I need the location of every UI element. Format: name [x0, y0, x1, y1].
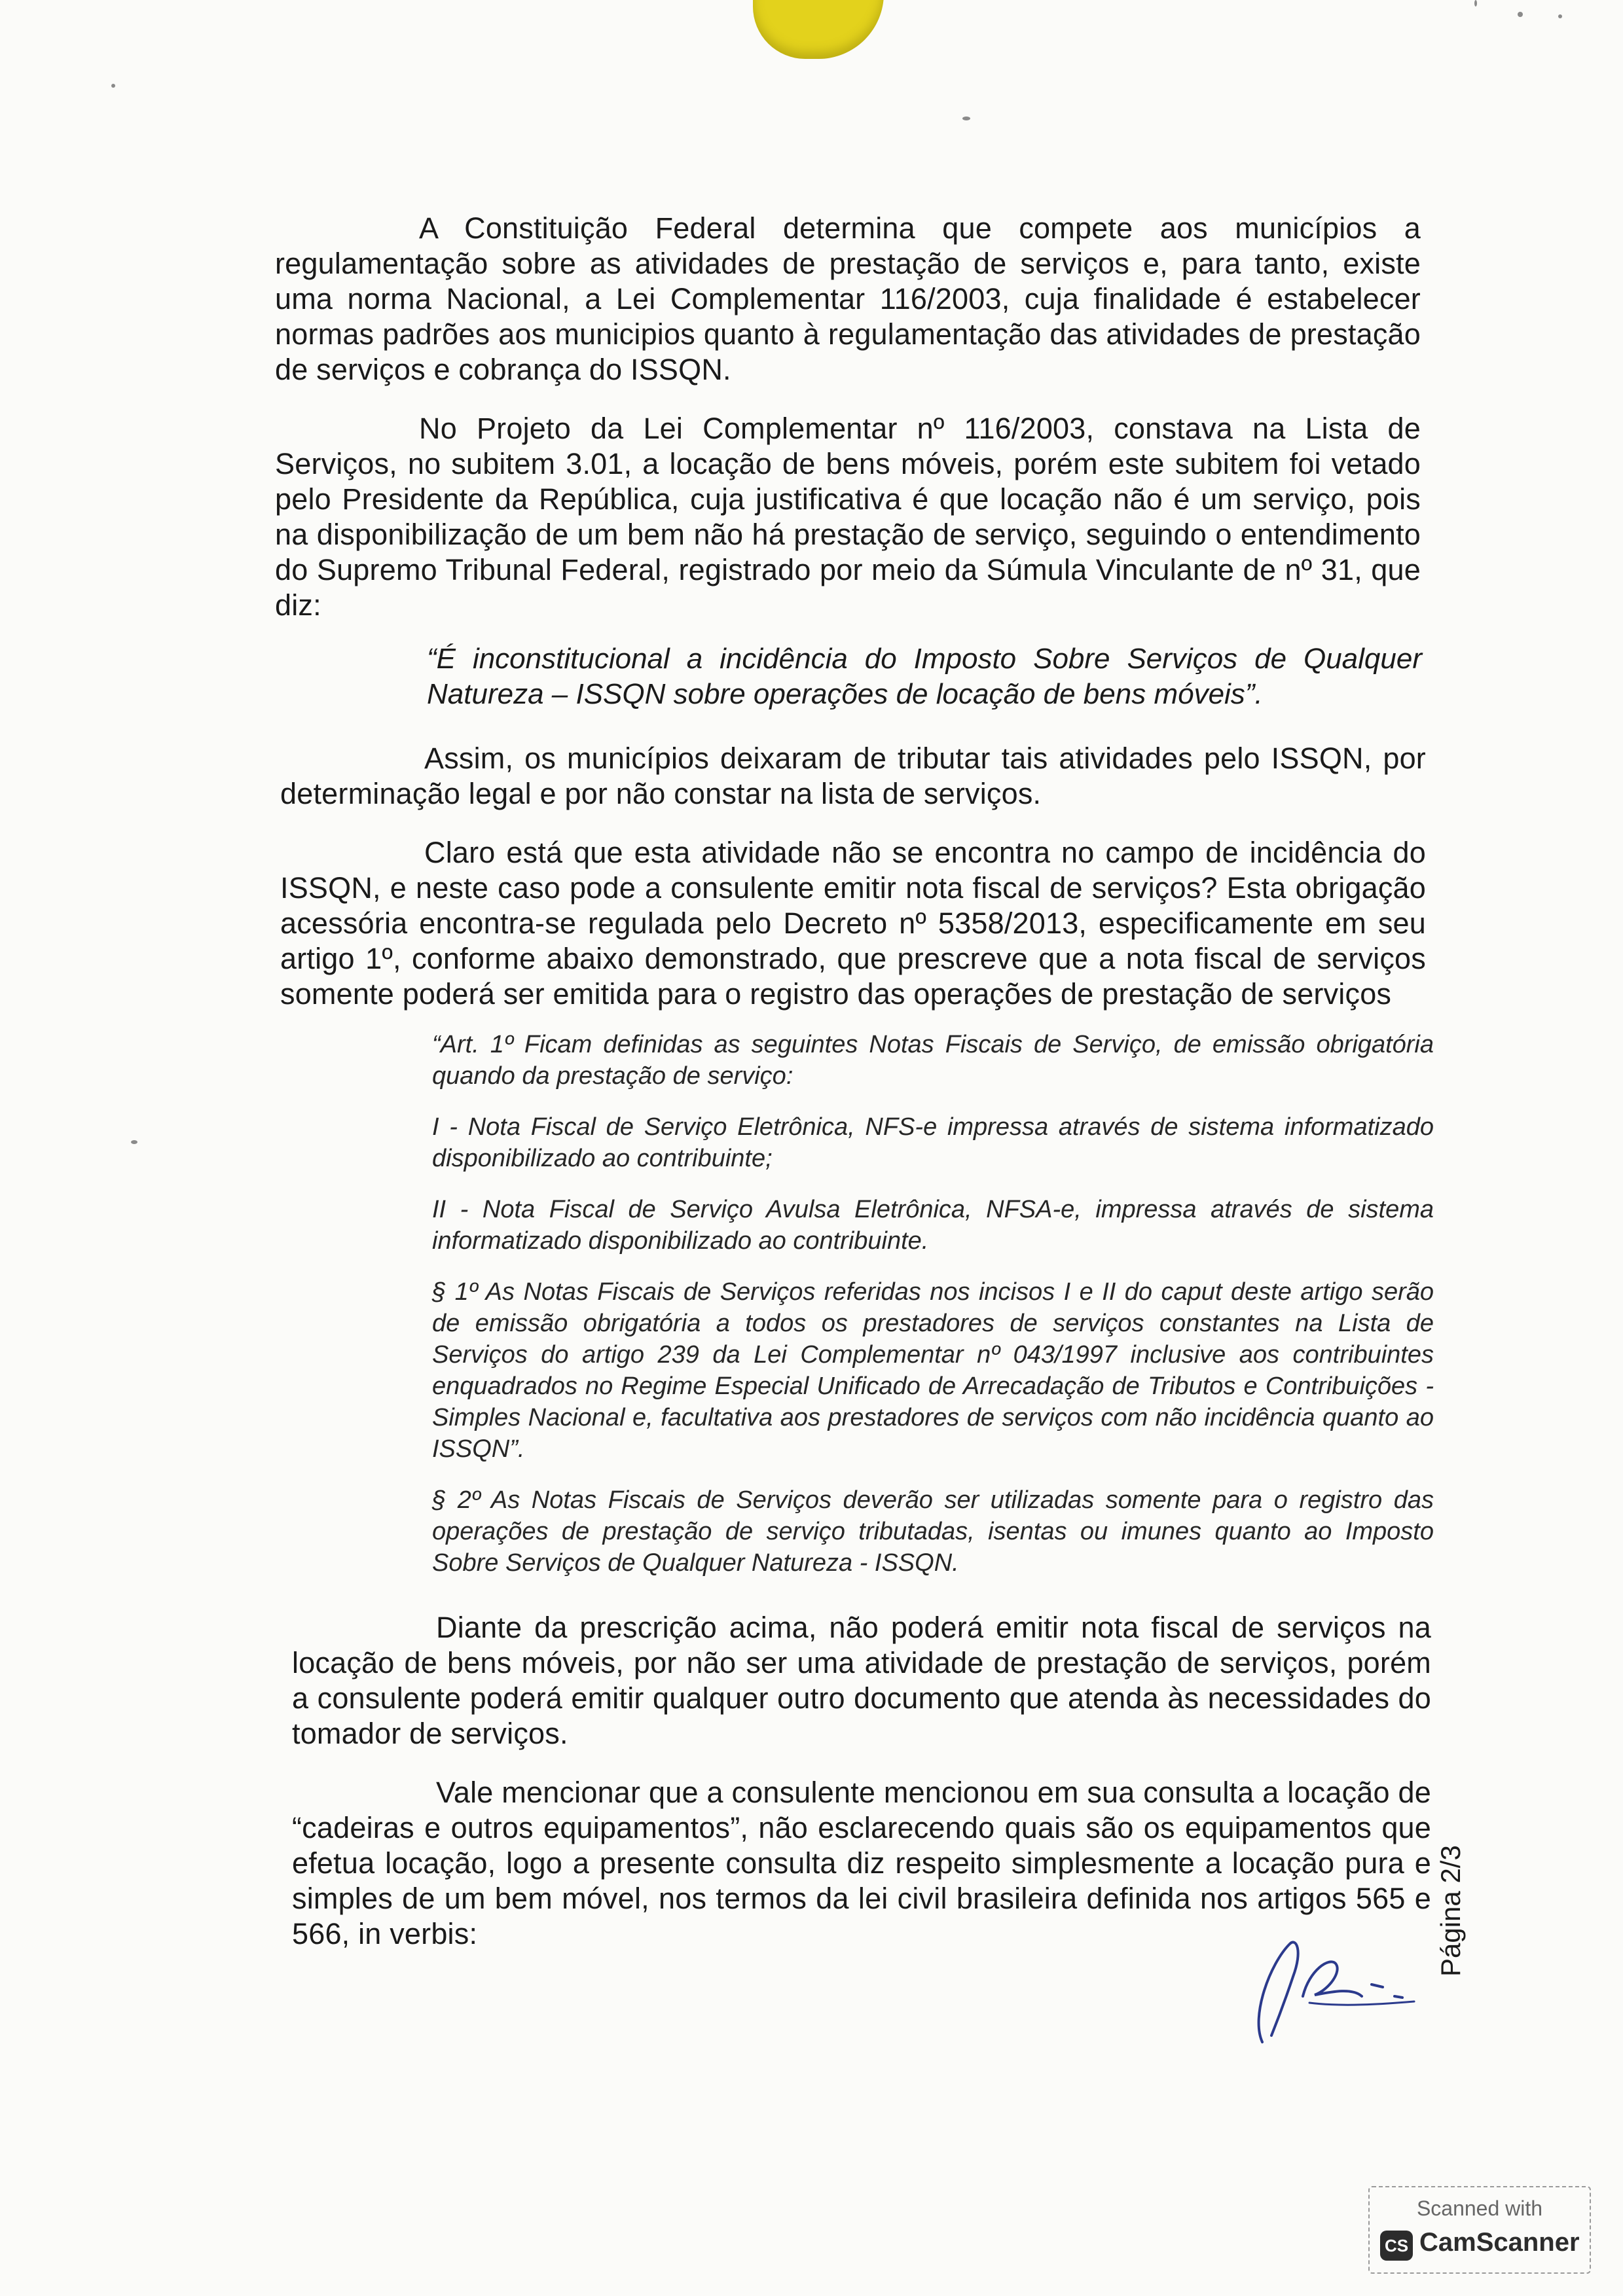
paragraph-campo-incidencia: Claro está que esta atividade não se encontra no campo de incidência do ISSQN, e neste caso pode a consulente emitir nota fiscal de serviços? Esta obrigação acessória encontra-se regulada pelo Decreto nº 5358/2013, especificamente em seu artigo 1º, conforme abaixo demonstrado, que prescreve que a nota fiscal de serviços somente poderá ser emitida para o registro das operações de prestação de serviços: [280, 836, 1426, 1011]
paragraph-projeto-lei: No Projeto da Lei Complementar nº 116/2003, constava na Lista de Serviços, no subitem 3.01, a locação de bens móveis, porém este subitem foi vetado pelo Presidente da República, cuja justificativa é que locação não é um serviço, pois na disponibilização de um bem não há prestação de serviço, seguindo o entendimento do Supremo Tribunal Federal, registrado por meio da Súmula Vinculante de nº 31, que diz:: [275, 412, 1421, 622]
scanned-with-text: Scanned with: [1416, 2197, 1543, 2220]
paragraph-diante: Diante da prescrição acima, não poderá emitir nota fiscal de serviços na locação de bens móveis, por não ser uma atividade de prestação de serviços, porém a consulente poderá emitir qualquer outro documento que atenda às necessidades do tomador de serviços.: [292, 1611, 1431, 1750]
cite-inciso-ii: II - Nota Fiscal de Serviço Avulsa Eletrônica, NFSA-e, impressa através de sistema informatizado disponibilizado ao contribuinte.: [432, 1196, 1434, 1255]
paragraph-constituicao: A Constituição Federal determina que compete aos municípios a regulamentação sobre as atividades de prestação de serviços e, para tanto, existe uma norma Nacional, a Lei Complementar 116/2003, cuja finalidade é estabelecer normas padrões aos municipios quanto à regulamentação das atividades de prestação de serviços e cobrança do ISSQN.: [275, 211, 1421, 386]
camscanner-badge: [1368, 2186, 1591, 2274]
camscanner-name: CamScanner: [1419, 2228, 1580, 2257]
cite-art-1: “Art. 1º Ficam definidas as seguintes Notas Fiscais de Serviço, de emissão obrigatória quando da prestação de serviço:: [432, 1031, 1434, 1090]
closing-text: [292, 1610, 1431, 1975]
cite-paragrafo-1: § 1º As Notas Fiscais de Serviços referidas nos incisos I e II do caput deste artigo serão de emissão obrigatória a todos os prestadores de serviços constantes na Lista de Serviços do artigo 239 da Lei Complementar nº 043/1997 inclusive aos contribuintes enquadrados no Regime Especial Unificado de Arrecadação de Tributos e Contribuições - Simples Nacional e, facultativa aos prestadores de serviços com não incidência quanto ao ISSQN”.: [432, 1278, 1434, 1463]
intro-text: [275, 211, 1421, 647]
scan-speck: [1558, 14, 1562, 18]
camscanner-logo-icon: CS: [1380, 2231, 1413, 2261]
scan-speck: [131, 1140, 137, 1144]
paragraph-municipios: Assim, os municípios deixaram de tributar tais atividades pelo ISSQN, por determinação legal e por não constar na lista de serviços.: [280, 742, 1426, 810]
cite-paragrafo-2: § 2º As Notas Fiscais de Serviços deverão ser utilizadas somente para o registro das operações de prestação de serviço tributadas, isentas ou imunes quanto ao Imposto Sobre Serviços de Qualquer Natureza - ISSQN.: [432, 1486, 1434, 1577]
middle-text: [280, 741, 1426, 1035]
yellow-stain: [753, 0, 884, 59]
scan-speck: [1518, 12, 1523, 17]
cite-inciso-i: I - Nota Fiscal de Serviço Eletrônica, NFS-e impressa através de sistema informatizado disponibilizado ao contribuinte;: [432, 1113, 1434, 1172]
scan-speck: [111, 84, 115, 88]
page-number: Página 2/3: [1435, 1845, 1466, 1977]
scan-speck: [1474, 0, 1477, 7]
scan-speck: [962, 117, 970, 120]
signature-mark: [1231, 1924, 1440, 2055]
decree-citation: [432, 1029, 1434, 1598]
paragraph-vale-mencionar: Vale mencionar que a consulente mencionou em sua consulta a locação de “cadeiras e outros equipamentos”, não esclarecendo quais são os equipamentos que efetua locação, logo a presente consulta diz respeito simplesmente a locação pura e simples de um bem móvel, nos termos da lei civil brasileira definida nos artigos 565 e 566, in verbis:: [292, 1776, 1431, 1950]
sumula-quote: “É inconstitucional a incidência do Imposto Sobre Serviços de Qualquer Natureza – ISSQN sobre operações de locação de bens móveis”.: [427, 643, 1422, 710]
